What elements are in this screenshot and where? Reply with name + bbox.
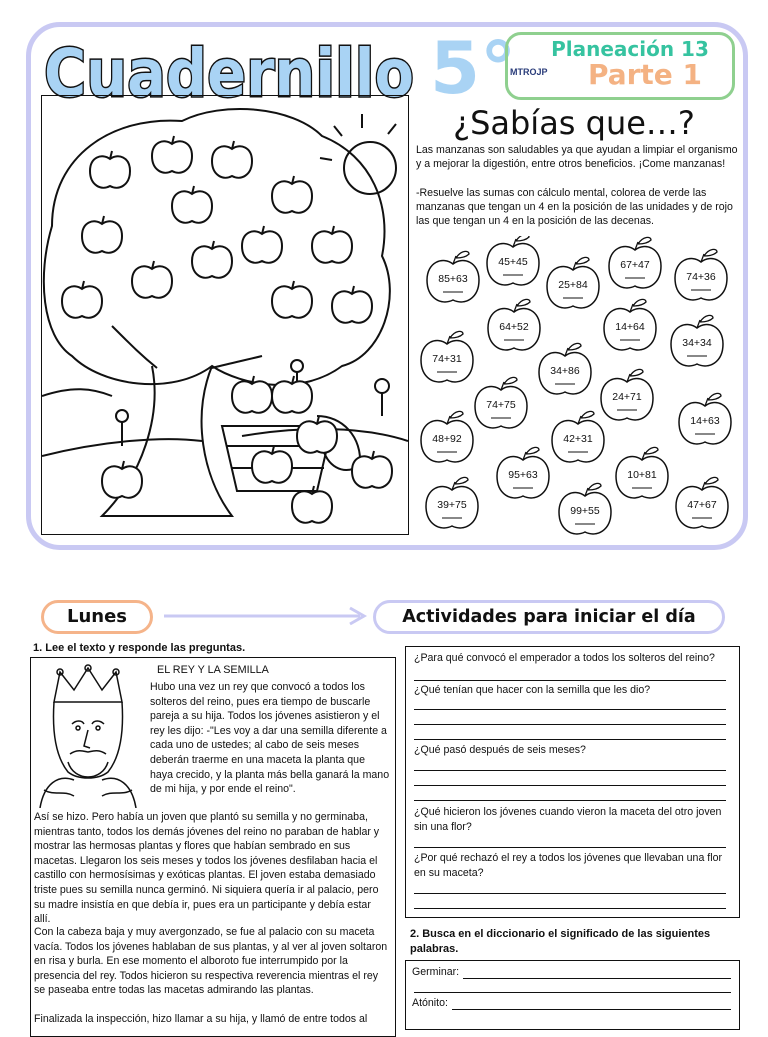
apple-sum-label: 67+47 xyxy=(620,259,650,271)
answer-line[interactable] xyxy=(414,992,731,993)
apple-sum-14[interactable] xyxy=(421,411,473,462)
apple-sum-label: 25+84 xyxy=(558,279,588,291)
apple-sum-label: 95+63 xyxy=(508,469,538,481)
dictionary-word: Germinar: xyxy=(412,966,460,978)
apple-icon xyxy=(332,286,372,323)
answer-line[interactable] xyxy=(414,724,726,725)
answer-line[interactable] xyxy=(463,978,731,979)
apple-icon xyxy=(90,151,130,188)
answer-line[interactable] xyxy=(414,893,726,894)
apple-icon xyxy=(252,446,292,483)
apple-sum-3[interactable] xyxy=(547,257,599,308)
brand-logo: MTROJP xyxy=(510,67,548,77)
apple-sum-2[interactable] xyxy=(487,236,539,285)
apple-icon xyxy=(132,261,172,298)
apple-sum-15[interactable] xyxy=(552,411,604,462)
apple-icon xyxy=(242,226,282,263)
apple-sum-17[interactable] xyxy=(616,447,668,498)
apple-sum-label: 10+81 xyxy=(627,469,657,481)
apple-sum-4[interactable] xyxy=(609,237,661,288)
apple-sum-10[interactable] xyxy=(539,343,591,394)
apple-sum-label: 99+55 xyxy=(570,505,600,517)
apple-sum-label: 42+31 xyxy=(563,433,593,445)
story-title: EL REY Y LA SEMILLA xyxy=(157,664,269,676)
apple-sum-label: 14+63 xyxy=(690,415,720,427)
activities-title: Actividades para iniciar el día xyxy=(373,600,725,634)
apple-sum-label: 74+36 xyxy=(686,271,716,283)
apple-sum-label: 47+67 xyxy=(687,499,717,511)
apple-icon xyxy=(297,416,337,453)
apple-icon xyxy=(172,186,212,223)
arrow-icon xyxy=(160,606,372,626)
apple-sum-18[interactable] xyxy=(426,477,478,528)
plan-part: Parte 1 xyxy=(587,58,703,91)
grade-label: 5° xyxy=(430,26,517,110)
question-text: ¿Qué pasó después de seis meses? xyxy=(414,744,586,756)
apple-sums-grid xyxy=(416,236,746,542)
apple-sum-label: 85+63 xyxy=(438,273,468,285)
story-paragraph: Finalizada la inspección, hizo llamar a su hija, y llamó de entre todos al xyxy=(34,1013,368,1025)
apple-icon xyxy=(82,216,122,253)
title-text: Cuadernillo xyxy=(44,35,414,110)
apple-icon xyxy=(192,241,232,278)
story-paragraph: Hubo una vez un rey que convocó a todos los solteros del reino, pues era tiempo de buscarle pareja a su hija. Todos los jóvenes asistieron y el rey les dijo: -"Les voy a dar una semilla diferente a cada uno de ustedes; al cabo de seis meses deberán traerme en una maceta la planta que haya crecido, y la planta más bella ganará la mano de mi hija, y por ende el reino". xyxy=(150,681,390,796)
apple-sum-label: 14+64 xyxy=(615,321,645,333)
apple-sum-11[interactable] xyxy=(475,377,527,428)
apple-icon xyxy=(272,281,312,318)
story-paragraph: Así se hizo. Pero había un joven que plantó su semilla y no germinaba, mientras tanto, todos los demás jóvenes del reino no paraban de hablar y mostrar las hermosas plantas y flores que habían sembrado en sus macetas. Llegaron los seis meses y todos los jóvenes desfilaban hacia el castillo con hermosísimas y exóticas plantas. El joven estaba demasiado triste pues su semilla nunca germinó. Ni siquiera quería ir al palacio, pero su madre insistía en que debía ir, pues era un participante y debía estar allí. xyxy=(34,811,380,926)
question-text: ¿Para qué convocó el emperador a todos los solteros del reino? xyxy=(414,652,715,664)
answer-line[interactable] xyxy=(414,800,726,801)
apple-sum-9[interactable] xyxy=(421,331,473,382)
apple-sum-20[interactable] xyxy=(676,477,728,528)
question-text: ¿Por qué rechazó el rey a todos los jóvenes que llevaban una flor en su maceta? xyxy=(414,852,722,879)
answer-line[interactable] xyxy=(414,908,726,909)
apple-sum-label: 34+86 xyxy=(550,365,580,377)
apple-icon xyxy=(152,136,192,173)
sun-icon xyxy=(344,142,396,194)
answer-line[interactable] xyxy=(414,770,726,771)
apple-tree-illustration xyxy=(41,95,409,535)
apple-icon xyxy=(232,376,272,413)
dictionary-word: Atónito: xyxy=(412,997,448,1009)
apple-icon xyxy=(212,141,252,178)
apple-sum-label: 74+31 xyxy=(432,353,462,365)
king-icon xyxy=(34,662,142,808)
question-text: ¿Qué hicieron los jóvenes cuando vieron la maceta del otro joven sin una flor? xyxy=(414,806,722,833)
did-you-know-heading: ¿Sabías que…? xyxy=(453,104,695,142)
apple-sum-label: 48+92 xyxy=(432,433,462,445)
apple-sum-label: 74+75 xyxy=(486,399,516,411)
apple-sum-13[interactable] xyxy=(679,393,731,444)
question-text: ¿Qué tenían que hacer con la semilla que les dio? xyxy=(414,684,651,696)
apple-sum-label: 45+45 xyxy=(498,256,528,268)
plan-title: Planeación 13 xyxy=(551,37,709,61)
answer-line[interactable] xyxy=(414,739,726,740)
apple-icon xyxy=(352,451,392,488)
answer-line[interactable] xyxy=(452,1009,731,1010)
apple-sum-8[interactable] xyxy=(671,315,723,366)
apple-sum-5[interactable] xyxy=(675,249,727,300)
apple-sum-label: 34+34 xyxy=(682,337,712,349)
apple-sum-label: 39+75 xyxy=(437,499,467,511)
apple-facts-text: Las manzanas son saludables ya que ayudan a limpiar el organismo y a mejorar la digestión, entre otros beneficios. ¡Come manzanas! xyxy=(416,144,738,170)
apple-sum-1[interactable] xyxy=(427,251,479,302)
apple-icon xyxy=(312,226,352,263)
answer-line[interactable] xyxy=(414,785,726,786)
dictionary-instruction: 2. Busca en el diccionario el significado de las siguientes palabras. xyxy=(410,928,711,955)
story-paragraph: Con la cabeza baja y muy avergonzado, se fue al palacio con su maceta vacía. Todos los jóvenes hablaban de sus plantas, y al ver al joven soltaron en risa y burla. En ese momento el alboroto fue interrumpido por la presencia del rey. Todos hicieron su respectiva reverencia mientras el rey se paseaba entre todas las macetas admirando las plantas. xyxy=(34,926,388,997)
apple-sum-19[interactable] xyxy=(559,483,611,534)
apple-icon xyxy=(62,281,102,318)
answer-line[interactable] xyxy=(414,847,726,848)
apple-sum-16[interactable] xyxy=(497,447,549,498)
apple-icon xyxy=(272,176,312,213)
answer-line[interactable] xyxy=(414,680,726,681)
apple-sum-7[interactable] xyxy=(604,299,656,350)
apple-sum-6[interactable] xyxy=(488,299,540,350)
answer-line[interactable] xyxy=(414,709,726,710)
apple-sum-label: 64+52 xyxy=(499,321,529,333)
day-label: Lunes xyxy=(41,600,153,634)
apple-sum-12[interactable] xyxy=(601,369,653,420)
activity-instructions: -Resuelve las sumas con cálculo mental, colorea de verde las manzanas que tengan un 4 en la posición de las unidades y de rojo las que tengan un 4 en la posición de las decenas. xyxy=(416,187,733,227)
apple-sum-label: 24+71 xyxy=(612,391,642,403)
reading-instruction: 1. Lee el texto y responde las preguntas. xyxy=(33,642,246,654)
